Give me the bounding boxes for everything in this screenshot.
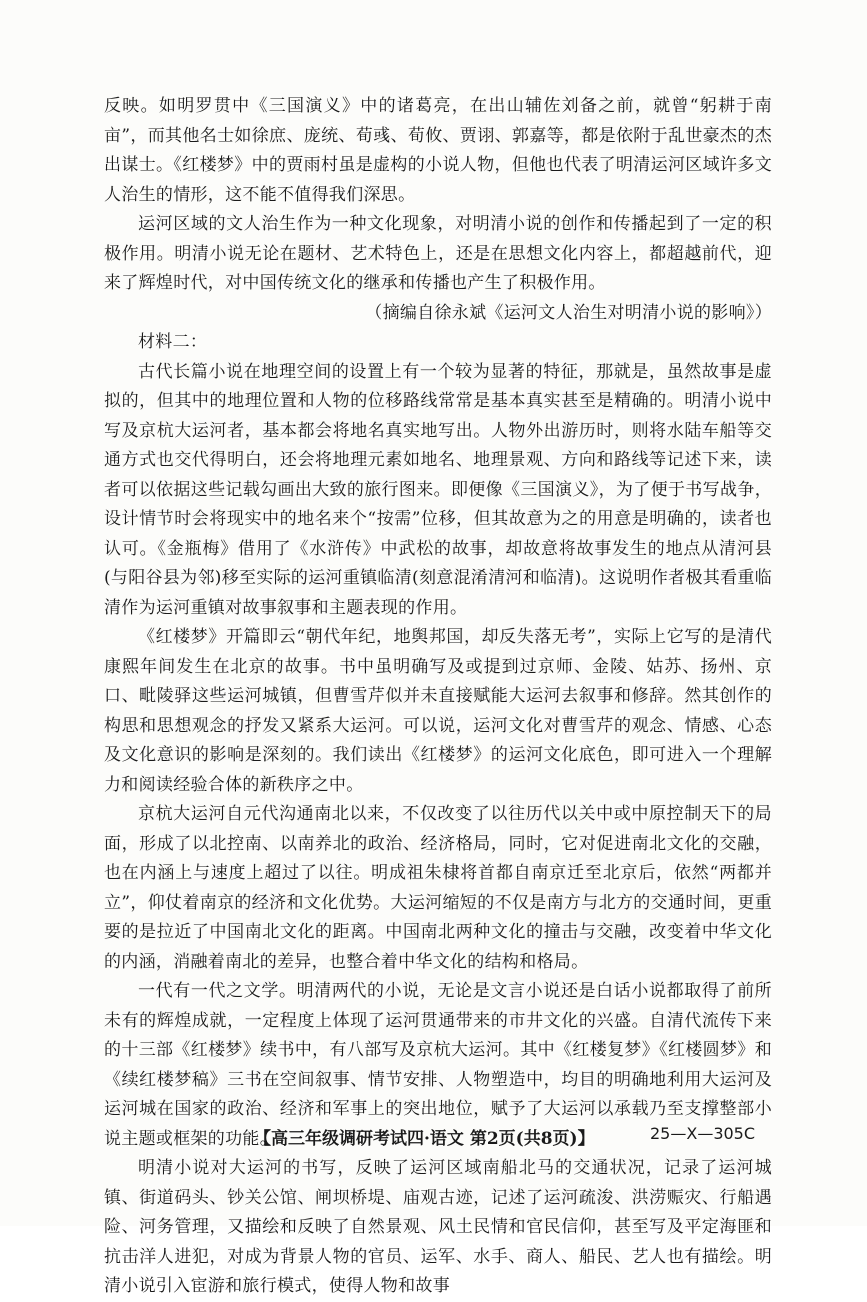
source-citation: （摘编自徐永斌《运河文人治生对明清小说的影响》） (365, 302, 772, 323)
page-footer (0, 1124, 867, 1154)
exam-title: 【高三年级调研考试四·语文 第2页(共8页)】 (254, 1129, 595, 1149)
paragraph: 明清小说对大运河的书写，反映了运河区域南船北马的交通状况，记录了运河城镇、街道码头、钞关公馆、闸坝桥堤、庙观古迹，记述了运河疏浚、洪涝赈灾、行船遇险、河务管理，又描绘和反映了自然景观、风土民情和官民信仰，甚至写及平定海匪和抗击洋人进犯，对成为背景人物的官员、运军、水手、商人、船民、艺人也有描绘。明清小说引入宦游和旅行模式，使得人物和故事 (104, 1158, 772, 1296)
paragraph: 《红楼梦》开篇即云“朝代年纪，地舆邦国，却反失落无考”，实际上它写的是清代康熙年间发生在北京的故事。书中虽明确写及或提到过京师、金陵、姑苏、扬州、京口、毗陵驿这些运河城镇，但曹雪芹似并未直接赋能大运河去叙事和修辞。然其创作的构思和思想观念的抒发又紧系大运河。可以说，运河文化对曹雪芹的观念、情感、心态及文化意识的影响是深刻的。我们读出《红楼梦》的运河文化底色，即可进入一个理解力和阅读经验合体的新秩序之中。 (104, 627, 772, 795)
paragraph: 古代长篇小说在地理空间的设置上有一个较为显著的特征，那就是，虽然故事是虚拟的，但其中的地理位置和人物的位移路线常常是基本真实甚至是精确的。明清小说中写及京杭大运河者，基本都会将地名真实地写出。人物外出游历时，则将水陆车船等交通方式也交代得明白，还会将地理元素如地名、地理景观、方向和路线等记述下来，读者可以依据这些记载勾画出大致的旅行图来。即便像《三国演义》，为了便于书写战争，设计情节时会将现实中的地名来个“按需”位移，但其故意为之的用意是明确的，读者也认可。《金瓶梅》借用了《水浒传》中武松的故事，却故意将故事发生的地点从清河县(与阳谷县为邻)移至实际的运河重镇临清(刻意混淆清河和临清)。这说明作者极其看重临清作为运河重镇对故事叙事和主题表现的作用。 (104, 361, 772, 618)
paragraph: 京杭大运河自元代沟通南北以来，不仅改变了以往历代以关中或中原控制天下的局面，形成了以北控南、以南养北的政治、经济格局，同时，它对促进南北文化的交融，也在内涵上与速度上超过了以往。明成祖朱棣将首都自南京迁至北京后，依然“两都并立”，仰仗着南京的经济和文化优势。大运河缩短的不仅是南方与北方的交通时间，更重要的是拉近了中国南北文化的距离。中国南北两种文化的撞击与交融，改变着中华文化的内涵，消融着南北的差异，也整合着中华文化的结构和格局。 (104, 804, 772, 972)
paragraph: 运河区域的文人治生作为一种文化现象，对明清小说的创作和传播起到了一定的积极作用。明清小说无论在题材、艺术特色上，还是在思想文化内容上，都超越前代，迎来了辉煌时代，对中国传统文化的继承和传播也产生了积极作用。 (104, 214, 772, 293)
material-heading: 材料二： (138, 332, 208, 352)
paragraph-continuation: 反映。如明罗贯中《三国演义》中的诸葛亮，在出山辅佐刘备之前，就曾“躬耕于南亩”，而其他名士如徐庶、庞统、荀彧、荀攸、贾诩、郭嘉等，都是依附于乱世豪杰的杰出谋士。《红楼梦》中的贾雨村虽是虚构的小说人物，但他也代表了明清运河区域许多文人治生的情形，这不能不值得我们深思。 (104, 96, 772, 205)
paragraph: 一代有一代之文学。明清两代的小说，无论是文言小说还是白话小说都取得了前所未有的辉煌成就，一定程度上体现了运河贯通带来的市井文化的兴盛。自清代流传下来的十三部《红楼梦》续书中，有八部写及京杭大运河。其中《红楼复梦》《红楼圆梦》和《续红楼梦稿》三书在空间叙事、情节安排、人物塑造中，均目的明确地利用大运河及运河城在国家的政治、经济和军事上的突出地位，赋予了大运河以承载乃至支撑整部小说主题或框架的功能。 (104, 981, 772, 1149)
article-body (104, 92, 772, 1302)
exam-code: 25—X—305C (650, 1124, 756, 1143)
